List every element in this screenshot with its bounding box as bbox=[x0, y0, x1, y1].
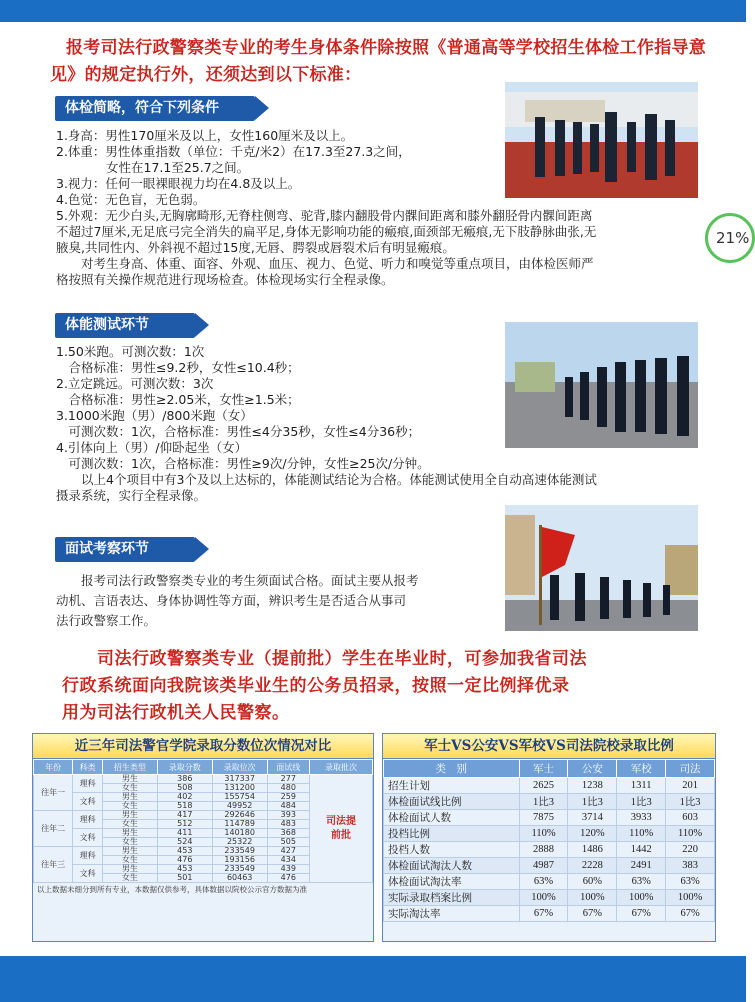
value-cell: 67% bbox=[617, 906, 666, 922]
year-cell: 往年一 bbox=[34, 775, 73, 811]
section-header-fitness bbox=[55, 313, 195, 338]
text-line: 司法行政警察类专业（提前批）学生在毕业时，可参加我省司法 bbox=[62, 649, 587, 669]
photo-flag-parade bbox=[505, 505, 698, 631]
interview-line-cell: 484 bbox=[267, 802, 309, 811]
table-row bbox=[384, 794, 715, 810]
top-banner bbox=[0, 0, 746, 22]
value-cell: 2491 bbox=[617, 858, 666, 874]
text-line: 3.1000米跑（男）/800米跑（女） bbox=[56, 408, 253, 423]
employment-summary bbox=[62, 646, 702, 727]
table-row bbox=[384, 842, 715, 858]
value-cell: 110% bbox=[617, 826, 666, 842]
subject-cell: 文科 bbox=[73, 829, 103, 847]
rank-cell: 193156 bbox=[212, 856, 267, 865]
text-line: 4.引体向上（男）/仰卧起坐（女） bbox=[56, 440, 248, 455]
score-cell: 518 bbox=[157, 802, 212, 811]
value-cell: 100% bbox=[519, 890, 568, 906]
rank-cell: 114789 bbox=[212, 820, 267, 829]
value-cell: 1442 bbox=[617, 842, 666, 858]
row-label: 实际淘汰率 bbox=[384, 906, 520, 922]
table-row bbox=[384, 826, 715, 842]
section-title: 体检简略，符合下列条件 bbox=[65, 100, 219, 116]
text-line: 腋臭,共同性内、外斜视不超过15度,无唇、腭裂或唇裂术后有明显瘢痕。 bbox=[56, 240, 455, 255]
score-cell: 476 bbox=[157, 856, 212, 865]
value-cell: 63% bbox=[617, 874, 666, 890]
value-cell: 383 bbox=[666, 858, 715, 874]
column-header: 科类 bbox=[73, 760, 103, 775]
column-header: 军校 bbox=[617, 760, 666, 778]
table-row bbox=[384, 858, 715, 874]
rank-cell: 292646 bbox=[212, 811, 267, 820]
text-line: 4.色觉：无色盲，无色弱。 bbox=[56, 192, 206, 207]
text-line: 合格标准：男性≥2.05米，女性≥1.5米； bbox=[56, 392, 300, 407]
year-cell: 往年二 bbox=[34, 811, 73, 847]
subject-cell: 文科 bbox=[73, 793, 103, 811]
rank-cell: 233549 bbox=[212, 847, 267, 856]
photo-police-march-1 bbox=[505, 82, 698, 198]
value-cell: 67% bbox=[519, 906, 568, 922]
text-line: 可测次数：1次，合格标准：男性≥9次/分钟，女性≥25次/分钟。 bbox=[56, 456, 430, 471]
value-cell: 1比3 bbox=[519, 794, 568, 810]
column-header: 公安 bbox=[568, 760, 617, 778]
subject-cell: 理科 bbox=[73, 847, 103, 865]
column-header: 类 别 bbox=[384, 760, 520, 778]
value-cell: 4987 bbox=[519, 858, 568, 874]
interview-line-cell: 505 bbox=[267, 838, 309, 847]
gender-cell: 男生 bbox=[102, 775, 157, 784]
table-header-row bbox=[384, 760, 715, 778]
gender-cell: 女生 bbox=[102, 838, 157, 847]
text-line: 用为司法行政机关人民警察。 bbox=[62, 703, 290, 723]
score-cell: 524 bbox=[157, 838, 212, 847]
section-header-medical bbox=[55, 96, 255, 121]
value-cell: 220 bbox=[666, 842, 715, 858]
rank-cell: 317337 bbox=[212, 775, 267, 784]
interview-requirements bbox=[56, 571, 419, 631]
text-line: 报考司法行政警察类专业的考生须面试合格。面试主要从报考 bbox=[56, 573, 419, 588]
ratio-table bbox=[383, 759, 715, 922]
value-cell: 3714 bbox=[568, 810, 617, 826]
row-label: 体检面试淘汰人数 bbox=[384, 858, 520, 874]
gender-cell: 女生 bbox=[102, 874, 157, 883]
score-cell: 386 bbox=[157, 775, 212, 784]
section-header-interview bbox=[55, 537, 195, 562]
column-header: 招生类型 bbox=[102, 760, 157, 775]
value-cell: 2888 bbox=[519, 842, 568, 858]
table-row bbox=[34, 775, 373, 784]
column-header: 年份 bbox=[34, 760, 73, 775]
year-cell: 往年三 bbox=[34, 847, 73, 883]
interview-line-cell: 480 bbox=[267, 784, 309, 793]
value-cell: 7875 bbox=[519, 810, 568, 826]
column-header: 录取位次 bbox=[212, 760, 267, 775]
interview-line-cell: 439 bbox=[267, 865, 309, 874]
bottom-banner bbox=[0, 956, 746, 1002]
gender-cell: 男生 bbox=[102, 847, 157, 856]
value-cell: 110% bbox=[666, 826, 715, 842]
rank-cell: 49952 bbox=[212, 802, 267, 811]
text-line: 1.身高：男性170厘米及以上，女性160厘米及以上。 bbox=[56, 128, 354, 143]
table-row bbox=[384, 874, 715, 890]
value-cell: 67% bbox=[568, 906, 617, 922]
interview-line-cell: 368 bbox=[267, 829, 309, 838]
score-table bbox=[33, 759, 373, 883]
score-cell: 508 bbox=[157, 784, 212, 793]
admission-ratio-table bbox=[382, 733, 716, 942]
text-line: 女性在17.1至25.7之间。 bbox=[56, 160, 250, 175]
text-line: 摄录系统，实行全程录像。 bbox=[56, 488, 207, 503]
subject-cell: 理科 bbox=[73, 775, 103, 793]
value-cell: 1比3 bbox=[666, 794, 715, 810]
gender-cell: 女生 bbox=[102, 784, 157, 793]
text-line: 以上4个项目中有3个及以上达标的，体能测试结论为合格。体能测试使用全自动高速体能测试 bbox=[56, 472, 597, 487]
interview-line-cell: 427 bbox=[267, 847, 309, 856]
rank-cell: 60463 bbox=[212, 874, 267, 883]
row-label: 投档人数 bbox=[384, 842, 520, 858]
score-cell: 453 bbox=[157, 865, 212, 874]
table-row bbox=[384, 810, 715, 826]
value-cell: 1比3 bbox=[617, 794, 666, 810]
interview-line-cell: 434 bbox=[267, 856, 309, 865]
gender-cell: 男生 bbox=[102, 793, 157, 802]
gender-cell: 男生 bbox=[102, 829, 157, 838]
value-cell: 201 bbox=[666, 778, 715, 794]
score-cell: 411 bbox=[157, 829, 212, 838]
rank-cell: 131200 bbox=[212, 784, 267, 793]
score-cell: 402 bbox=[157, 793, 212, 802]
interview-line-cell: 476 bbox=[267, 874, 309, 883]
batch-cell: 司法提前批 bbox=[310, 775, 373, 883]
value-cell: 603 bbox=[666, 810, 715, 826]
text-line: 动机、言语表达、身体协调性等方面，辨识考生是否适合从事司 bbox=[56, 593, 407, 608]
table-title: 军士VS公安VS军校VS司法院校录取比例 bbox=[383, 734, 715, 759]
interview-line-cell: 483 bbox=[267, 820, 309, 829]
rank-cell: 25322 bbox=[212, 838, 267, 847]
intro-heading: 报考司法行政警察类专业的考生身体条件除按照《普通高等学校招生体检工作指导意见》的规定执行外，还须达到以下标准： bbox=[50, 38, 707, 85]
score-cell: 453 bbox=[157, 847, 212, 856]
photo-police-march-2 bbox=[505, 322, 698, 448]
row-label: 体检面试淘汰率 bbox=[384, 874, 520, 890]
value-cell: 63% bbox=[519, 874, 568, 890]
value-cell: 120% bbox=[568, 826, 617, 842]
text-line: 对考生身高、体重、面容、外观、血压、视力、色觉、听力和嗅觉等重点项目，由体检医师严 bbox=[56, 256, 594, 271]
rank-cell: 155754 bbox=[212, 793, 267, 802]
interview-line-cell: 393 bbox=[267, 811, 309, 820]
text-line: 2.体重：男性体重指数（单位：千克/米2）在17.3至27.3之间， bbox=[56, 144, 411, 159]
row-label: 招生计划 bbox=[384, 778, 520, 794]
row-label: 投档比例 bbox=[384, 826, 520, 842]
column-header: 录取分数 bbox=[157, 760, 212, 775]
gender-cell: 男生 bbox=[102, 865, 157, 874]
rank-cell: 140180 bbox=[212, 829, 267, 838]
value-cell: 3933 bbox=[617, 810, 666, 826]
text-line: 3.视力：任何一眼裸眼视力均在4.8及以上。 bbox=[56, 176, 301, 191]
admission-score-table bbox=[32, 733, 374, 942]
table-header-row bbox=[34, 760, 373, 775]
value-cell: 1238 bbox=[568, 778, 617, 794]
text-line: 1.50米跑。可测次数：1次 bbox=[56, 344, 205, 359]
score-cell: 512 bbox=[157, 820, 212, 829]
text-line: 不超过7厘米,无足底弓完全消失的扁平足,身体无影响功能的瘢痕,面颈部无瘢痕,无下肢静脉曲张,无 bbox=[56, 224, 597, 239]
value-cell: 100% bbox=[568, 890, 617, 906]
progress-badge: 21% bbox=[705, 213, 755, 263]
table-note: 以上数据未细分到所有专业，本数据仅供参考，具体数据以院校公示官方数据为准 bbox=[37, 885, 307, 894]
value-cell: 110% bbox=[519, 826, 568, 842]
subject-cell: 文科 bbox=[73, 865, 103, 883]
column-header: 军士 bbox=[519, 760, 568, 778]
table-title: 近三年司法警官学院录取分数位次情况对比 bbox=[33, 734, 373, 759]
score-cell: 417 bbox=[157, 811, 212, 820]
gender-cell: 女生 bbox=[102, 802, 157, 811]
score-cell: 501 bbox=[157, 874, 212, 883]
section-title: 面试考察环节 bbox=[65, 541, 149, 557]
value-cell: 67% bbox=[666, 906, 715, 922]
subject-cell: 理科 bbox=[73, 811, 103, 829]
table-row bbox=[384, 778, 715, 794]
value-cell: 2228 bbox=[568, 858, 617, 874]
value-cell: 100% bbox=[666, 890, 715, 906]
column-header: 面试线 bbox=[267, 760, 309, 775]
text-line: 可测次数：1次，合格标准：男性≤4分35秒，女性≤4分36秒； bbox=[56, 424, 421, 439]
column-header: 司法 bbox=[666, 760, 715, 778]
table-row bbox=[384, 890, 715, 906]
value-cell: 1311 bbox=[617, 778, 666, 794]
row-label: 实际录取档案比例 bbox=[384, 890, 520, 906]
gender-cell: 女生 bbox=[102, 820, 157, 829]
text-line: 法行政警察工作。 bbox=[56, 613, 157, 628]
text-line: 合格标准：男性≤9.2秒，女性≤10.4秒； bbox=[56, 360, 300, 375]
value-cell: 100% bbox=[617, 890, 666, 906]
text-line: 格按照有关操作规范进行现场检查。体检现场实行全程录像。 bbox=[56, 272, 394, 287]
text-line: 2.立定跳远。可测次数：3次 bbox=[56, 376, 214, 391]
text-line: 行政系统面向我院该类毕业生的公务员招录，按照一定比例择优录 bbox=[62, 676, 570, 696]
row-label: 体检面试线比例 bbox=[384, 794, 520, 810]
gender-cell: 女生 bbox=[102, 856, 157, 865]
interview-line-cell: 277 bbox=[267, 775, 309, 784]
value-cell: 60% bbox=[568, 874, 617, 890]
value-cell: 1比3 bbox=[568, 794, 617, 810]
value-cell: 1486 bbox=[568, 842, 617, 858]
text-line: 5.外观：无少白头,无胸廓畸形,无脊柱侧弯、驼背,膝内翻股骨内髁间距离和膝外翻胫骨内髁间距离 bbox=[56, 208, 593, 223]
column-header: 录取批次 bbox=[310, 760, 373, 775]
table-row bbox=[384, 906, 715, 922]
section-title: 体能测试环节 bbox=[65, 317, 149, 333]
value-cell: 2625 bbox=[519, 778, 568, 794]
rank-cell: 233549 bbox=[212, 865, 267, 874]
row-label: 体检面试人数 bbox=[384, 810, 520, 826]
gender-cell: 男生 bbox=[102, 811, 157, 820]
interview-line-cell: 259 bbox=[267, 793, 309, 802]
value-cell: 63% bbox=[666, 874, 715, 890]
